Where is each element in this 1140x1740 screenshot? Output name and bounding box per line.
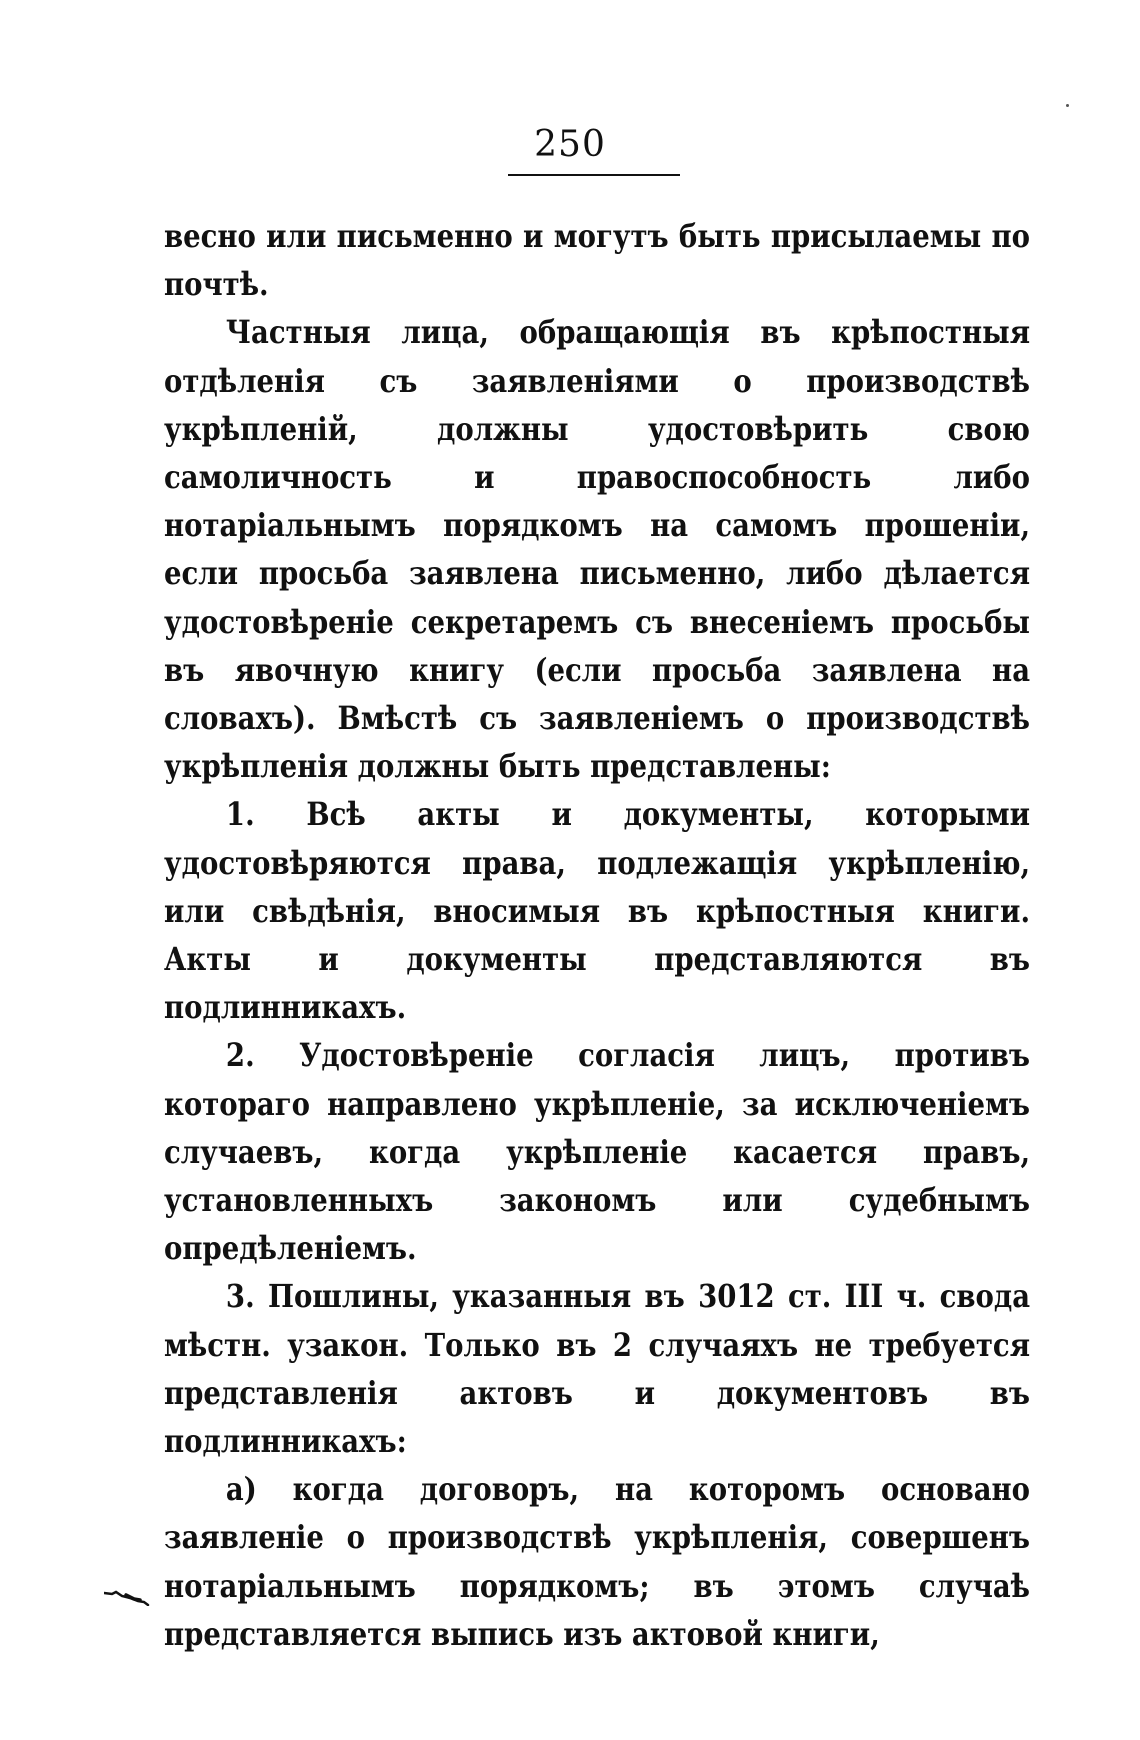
list-item-2: 2. Удостовѣреніе согласія лицъ, противъ котораго направлено укрѣпленіе, за исключеніемъ случаевъ, когда укрѣпленіе касается правъ, установленныхъ закономъ или судебнымъ опредѣленіемъ. — [164, 1036, 1031, 1268]
paragraph-continuation: весно или письменно и могутъ быть присылаемы по почтѣ. — [164, 217, 1031, 304]
page-number: 250 — [534, 124, 606, 165]
list-item-a: а) когда договоръ, на которомъ основано заявленіе о производствѣ укрѣпленія, совершенъ нотаріальнымъ порядкомъ; въ этомъ случаѣ представляется выпись изъ актовой книги, — [164, 1470, 1031, 1653]
ink-smudge-mark — [104, 1590, 150, 1606]
list-item-1: 1. Всѣ акты и документы, которыми удостовѣряются права, подлежащія укрѣпленію, или свѣдѣнія, вносимыя въ крѣпостныя книги. Акты и документы представляются въ подлинникахъ. — [164, 795, 1031, 1027]
scan-speck — [1066, 104, 1069, 107]
paragraph-private-persons: Частныя лица, обращающія въ крѣпостныя отдѣленія съ заявленіями о производствѣ укрѣпленій, должны удостовѣрить свою самоличность и правоспособность либо нотаріальнымъ порядкомъ на самомъ прошеніи, если просьба заявлена письменно, либо дѣлается удостовѣреніе секретаремъ съ внесеніемъ просьбы въ явочную книгу (если просьба заявлена на словахъ). Вмѣстѣ съ заявленіемъ о производствѣ укрѣпленія должны быть представлены: — [164, 313, 1031, 786]
body-text — [164, 212, 1031, 1658]
list-item-3: 3. Пошлины, указанныя въ 3012 ст. III ч. свода мѣстн. узакон. Только въ 2 случаяхъ не требуется представленія актовъ и документовъ въ подлинникахъ: — [164, 1277, 1031, 1461]
header-rule — [508, 174, 680, 176]
